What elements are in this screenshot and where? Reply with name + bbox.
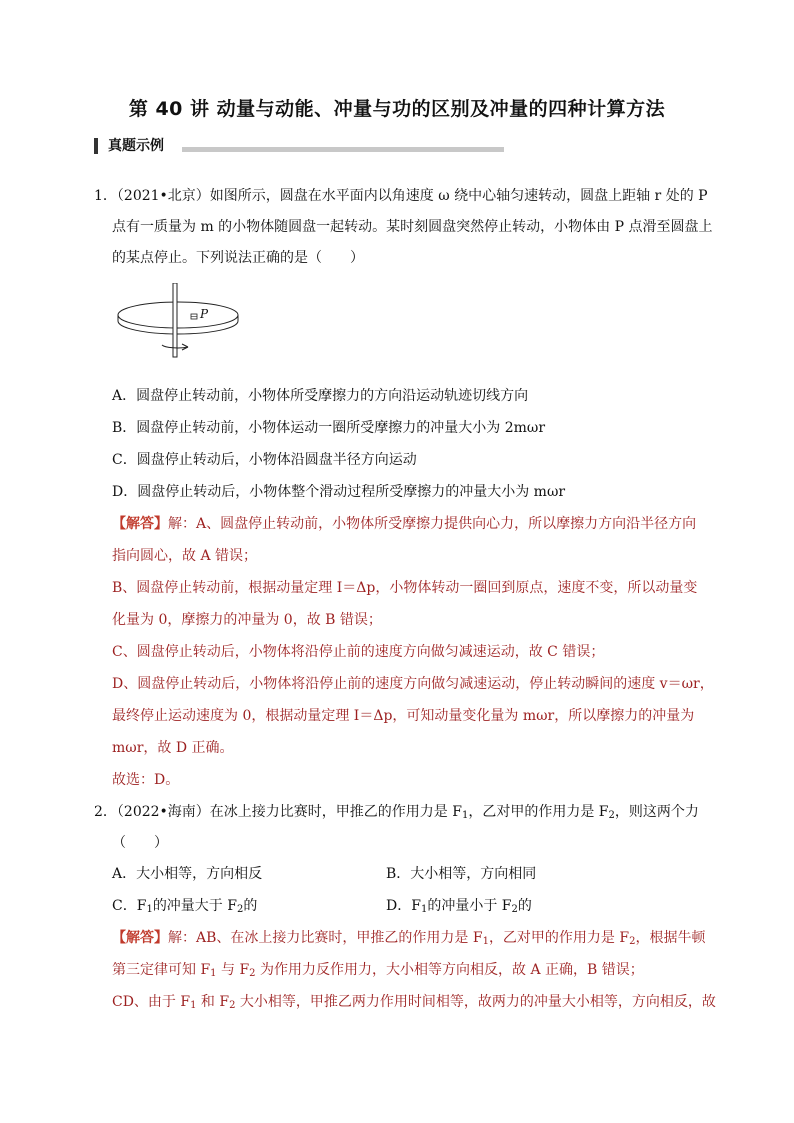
section-header (94, 136, 414, 156)
q1-option-c: C．圆盘停止转动后，小物体沿圆盘半径方向运动 (112, 452, 417, 468)
rotating-disk-diagram (112, 283, 252, 363)
answer-tag: 【解答】 (112, 930, 168, 946)
q2-option-d-part: 的冲量小于 F (427, 898, 512, 914)
q2-answer-part: CD、由于 F (112, 994, 191, 1010)
q2-answer-part: 与 F (216, 962, 250, 978)
subscript: 2 (249, 968, 256, 979)
subscript: 1 (420, 904, 428, 915)
q1-answer-line-5: C、圆盘停止转动后，小物体将沿停止前的速度方向做匀减速运动，故 C 错误； (112, 644, 605, 660)
q2-answer-part: 解：AB、在冰上接力比赛时，甲推乙的作用力是 F (168, 930, 483, 946)
q2-answer-line-2 (112, 960, 644, 984)
q1-answer-line-4: 化量为 0，摩擦力的冲量为 0，故 B 错误； (112, 612, 382, 628)
q2-option-c (112, 896, 257, 920)
subscript: 2 (229, 1000, 236, 1011)
q1-answer-line-7: 最终停止运动速度为 0，根据动量定理 I＝Δp，可知动量变化量为 mωr，所以摩擦力的冲量为 (112, 708, 695, 724)
subscript: 1 (461, 810, 469, 821)
q2-answer-part: 大小相等，甲推乙两力作用时间相等，故两力的冲量大小相等，方向相反，故 (235, 994, 716, 1010)
subscript: 1 (146, 904, 153, 915)
q2-stem-line-1 (94, 802, 699, 826)
section-bar (94, 138, 98, 154)
q2-option-d (386, 896, 532, 920)
q2-answer-line-1 (112, 928, 705, 952)
q2-answer-line-3 (112, 992, 716, 1016)
rotating-disk-figure (112, 283, 252, 363)
q2-option-d-part: 的 (517, 898, 532, 914)
q2-answer-part: 第三定律可知 F (112, 962, 211, 978)
q1-stem-line-1: 1．（2021•北京）如图所示，圆盘在水平面内以角速度 ω 绕中心轴匀速转动，圆盘上距轴 r 处的 P (94, 188, 708, 204)
q2-option-b: B．大小相等，方向相同 (386, 866, 537, 882)
q1-stem-line-2: 点有一质量为 m 的小物体随圆盘一起转动。某时刻圆盘突然停止转动，小物体由 P 点滑至圆盘上 (112, 219, 713, 235)
q2-option-d-part: D．F (386, 898, 421, 914)
q2-stem-part: ，则这两个力 (614, 804, 699, 820)
q2-answer-part: ，乙对甲的作用力是 F (488, 930, 630, 946)
q1-answer-line-3: B、圆盘停止转动前，根据动量定理 I＝Δp，小物体转动一圈回到原点，速度不变，所以动量变 (112, 580, 698, 596)
subscript: 1 (482, 936, 489, 947)
q2-stem-part: 2．（2022•海南）在冰上接力比赛时，甲推乙的作用力是 F (94, 804, 462, 820)
q1-answer-line-1 (112, 514, 696, 534)
q2-stem-part: ，乙对甲的作用力是 F (468, 804, 609, 820)
answer-tag: 【解答】 (112, 516, 168, 532)
q2-bracket: （ ） (112, 835, 168, 851)
q1-option-b: B．圆盘停止转动前，小物体运动一圈所受摩擦力的冲量大小为 2mωr (112, 420, 546, 436)
q1-answer-line-8: mωr，故 D 正确。 (112, 740, 234, 756)
q1-stem-line-3: 的某点停止。下列说法正确的是（ ） (112, 250, 364, 266)
q2-answer-part: 和 F (196, 994, 230, 1010)
q1-answer-line-6: D、圆盘停止转动后，小物体将沿停止前的速度方向做匀减速运动，停止转动瞬间的速度 v＝ωr， (112, 676, 714, 692)
q1-choice: 故选：D。 (112, 772, 180, 788)
q2-answer-part: ，根据牛顿 (635, 930, 706, 946)
q1-option-a: A．圆盘停止转动前，小物体所受摩擦力的方向沿运动轨迹切线方向 (112, 388, 529, 404)
q2-option-c-part: 的冲量大于 F (152, 898, 237, 914)
point-p-label: P (200, 307, 209, 321)
q2-answer-part: 为作用力反作用力，大小相等方向相反，故 A 正确，B 错误； (255, 962, 644, 978)
subscript: 1 (210, 968, 217, 979)
page-title: 第 40 讲 动量与动能、冲量与功的区别及冲量的四种计算方法 (128, 98, 666, 120)
q1-answer-line-2: 指向圆心，故 A 错误； (112, 548, 258, 564)
q2-option-c-part: C．F (112, 898, 147, 914)
section-rule (182, 147, 504, 152)
q2-option-a: A．大小相等，方向相反 (112, 866, 263, 882)
section-label: 真题示例 (108, 138, 164, 154)
q2-option-c-part: 的 (243, 898, 258, 914)
q1-answer-text-1: 解：A、圆盘停止转动前，小物体所受摩擦力提供向心力，所以摩擦力方向沿半径方向 (168, 516, 697, 532)
subscript: 2 (608, 810, 615, 821)
q1-option-d: D．圆盘停止转动后，小物体整个滑动过程所受摩擦力的冲量大小为 mωr (112, 484, 566, 500)
subscript: 2 (236, 904, 244, 915)
subscript: 2 (511, 904, 518, 915)
subscript: 2 (629, 936, 636, 947)
subscript: 1 (190, 1000, 197, 1011)
